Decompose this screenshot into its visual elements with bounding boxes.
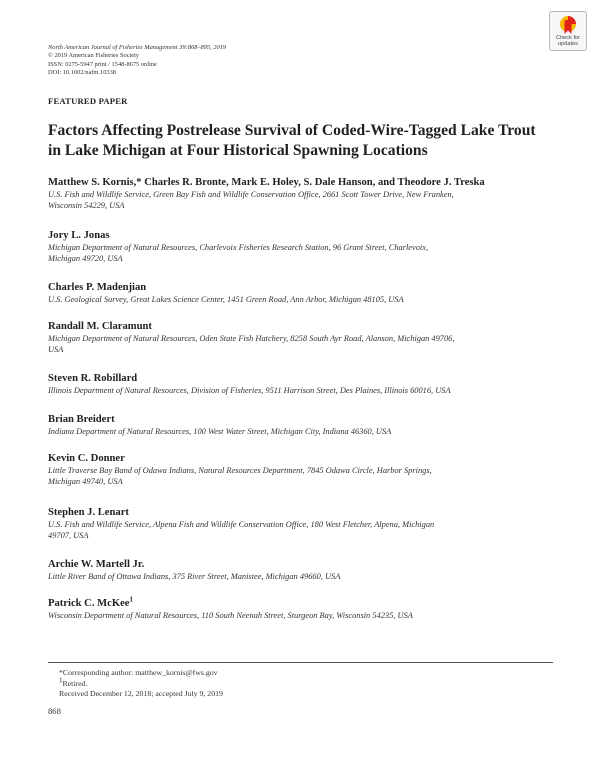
author-block: [48, 320, 560, 356]
check-for-updates-badge[interactable]: [549, 11, 587, 51]
journal-citation: North American Journal of Fisheries Management 39:868–895, 2019: [48, 44, 227, 51]
author-block: [48, 372, 560, 396]
crossmark-icon: [559, 15, 577, 35]
copyright-line: © 2019 American Fisheries Society: [48, 52, 140, 60]
author-block: [48, 597, 560, 621]
author-names: Brian Breidert: [48, 414, 115, 425]
issn-line: ISSN: 0275-5947 print / 1548-8675 online: [48, 60, 157, 68]
author-names: Jory L. Jonas: [48, 230, 110, 241]
author-block: [48, 452, 560, 488]
author-affiliation: U.S. Fish and Wildlife Service, Alpena Fish and Wildlife Conservation Office, 180 West Fletcher, Alpena, Michigan: [48, 520, 435, 529]
author-block: [48, 281, 560, 305]
author-footnote-marker: 1: [129, 595, 133, 604]
author-affiliation: Wisconsin Department of Natural Resources, 110 South Neenah Street, Sturgeon Bay, Wisconsin 54235, USA: [48, 611, 413, 620]
author-block: [48, 413, 560, 437]
page-number: 868: [48, 706, 61, 716]
title-line-1: Factors Affecting Postrelease Survival of Coded-Wire-Tagged Lake Trout: [48, 122, 536, 139]
author-affiliation-cont: Michigan 49720, USA: [48, 254, 123, 264]
author-block: [48, 506, 560, 542]
author-names: Steven R. Robillard: [48, 373, 138, 384]
author-affiliation: Michigan Department of Natural Resources, Charlevoix Fisheries Research Station, 96 Grant Street, Charlevoix,: [48, 243, 429, 252]
author-names: Charles P. Madenjian: [48, 282, 147, 293]
author-names: Matthew S. Kornis,* Charles R. Bronte, Mark E. Holey, S. Dale Hanson, and Theodore J. Treska: [48, 177, 485, 188]
retired-note: [59, 676, 223, 690]
author-block: [48, 558, 560, 582]
received-accepted-dates: Received December 12, 2018; accepted July 9, 2019: [59, 689, 223, 699]
author-names: Randall M. Claramunt: [48, 321, 152, 332]
author-names: [48, 597, 560, 610]
retired-text: Retired.: [62, 678, 88, 688]
author-affiliation: U.S. Geological Survey, Great Lakes Science Center, 1451 Green Road, Ann Arbor, Michigan 48105, USA: [48, 295, 404, 304]
author-affiliation-cont: USA: [48, 345, 64, 355]
author-affiliation-cont: Michigan 49740, USA: [48, 477, 123, 487]
author-affiliation: Little River Band of Ottawa Indians, 375 River Street, Manistee, Michigan 49660, USA: [48, 572, 341, 581]
author-affiliation: Illinois Department of Natural Resources, Division of Fisheries, 9511 Harrison Street, Des Plaines, Illinois 60016, USA: [48, 386, 451, 395]
badge-line-1: Check for: [556, 35, 580, 41]
author-name-text: Patrick C. McKee: [48, 598, 130, 609]
footnotes: [59, 668, 223, 700]
author-names: Kevin C. Donner: [48, 453, 125, 464]
author-names: Stephen J. Lenart: [48, 507, 129, 518]
author-affiliation: Michigan Department of Natural Resources, Oden State Fish Hatchery, 8258 South Ayr Road, Alanson, Michigan 49706,: [48, 334, 455, 343]
author-affiliation: U.S. Fish and Wildlife Service, Green Bay Fish and Wildlife Conservation Office, 2661 Scott Tower Drive, New Franken,: [48, 190, 454, 199]
title-line-2: in Lake Michigan at Four Historical Spawning Locations: [48, 142, 428, 159]
corresponding-author-note: *Corresponding author: matthew_kornis@fws.gov: [59, 668, 218, 677]
author-block: [48, 176, 560, 212]
doi-line: DOI: 10.1002/nafm.10338: [48, 68, 116, 76]
author-names: Archie W. Martell Jr.: [48, 559, 145, 570]
author-block: [48, 229, 560, 265]
author-affiliation: Little Traverse Bay Band of Odawa Indians, Natural Resources Department, 7845 Odawa Circle, Harbor Springs,: [48, 466, 432, 475]
article-title: [48, 121, 558, 161]
footnote-divider: [48, 662, 553, 663]
author-affiliation: Indiana Department of Natural Resources, 100 West Water Street, Michigan City, Indiana 46360, USA: [48, 427, 392, 436]
author-affiliation-cont: Wisconsin 54229, USA: [48, 201, 125, 211]
badge-line-2: updates: [558, 41, 578, 47]
article-metadata: [48, 44, 226, 77]
retired-footnote-marker: 1: [59, 676, 63, 684]
section-label: FEATURED PAPER: [48, 96, 128, 106]
author-affiliation-cont: 49707, USA: [48, 531, 89, 541]
